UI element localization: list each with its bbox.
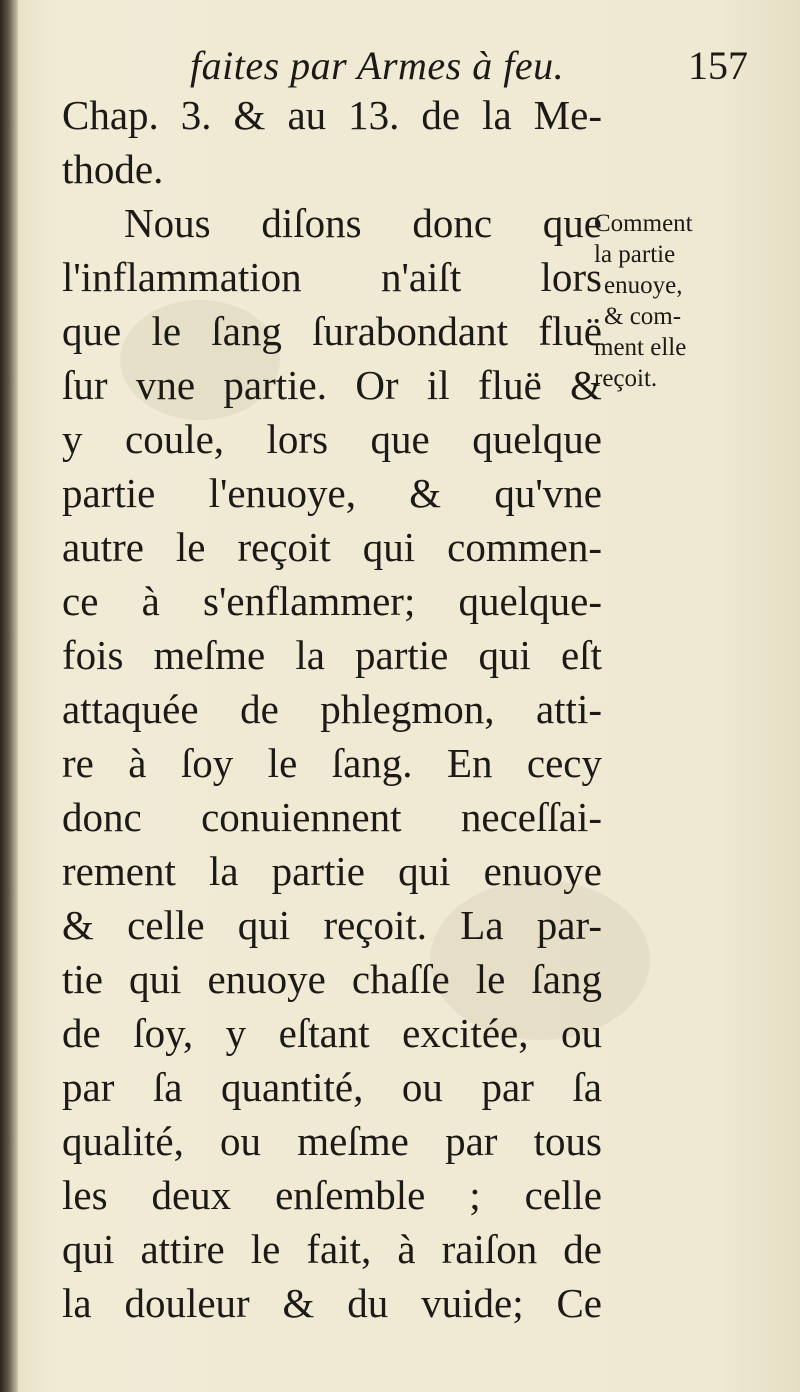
text-line: & celle qui reçoit. La par- <box>62 902 602 948</box>
text-line: re à ſoy le ſang. En cecy <box>62 740 602 786</box>
text-line: de ſoy, y eſtant excitée, ou <box>62 1010 602 1056</box>
running-head-title: faites par Armes à feu. <box>190 43 565 88</box>
margin-note-line: enuoye, <box>604 272 683 299</box>
margin-note-line: & com- <box>604 303 682 330</box>
page-number: 157 <box>688 43 748 88</box>
body-text <box>62 88 602 1330</box>
text-line: donc conuiennent neceſſai- <box>62 794 602 840</box>
margin-note-line: reçoit. <box>594 365 658 392</box>
margin-note-line: la partie <box>594 241 676 268</box>
text-line: ſur vne partie. Or il fluë & <box>62 362 602 408</box>
text-line: tie qui enuoye chaſſe le ſang <box>62 956 602 1002</box>
text-line: Chap. 3. & au 13. de la Me- <box>62 92 602 138</box>
text-line: la douleur & du vuide; Ce <box>62 1280 602 1326</box>
text-line: qualité, ou meſme par tous <box>62 1118 602 1164</box>
text-line: qui attire le fait, à raiſon de <box>62 1226 602 1272</box>
text-line: l'inflammation n'aiſt lors <box>62 254 602 300</box>
text-line: par ſa quantité, ou par ſa <box>62 1064 602 1110</box>
text-line: autre le reçoit qui commen- <box>62 524 602 570</box>
text-line: thode. <box>62 146 164 192</box>
page-binding-edge <box>0 0 18 1392</box>
text-line: Nous diſons donc que <box>124 200 602 246</box>
running-head <box>190 38 770 94</box>
margin-note-line: Comment <box>594 210 693 237</box>
text-line: partie l'enuoye, & qu'vne <box>62 470 602 516</box>
text-line: les deux enſemble ; celle <box>62 1172 602 1218</box>
text-line: rement la partie qui enuoye <box>62 848 602 894</box>
text-line: que le ſang ſurabondant fluë <box>62 308 602 354</box>
text-line: fois meſme la partie qui eſt <box>62 632 602 678</box>
margin-note <box>594 208 712 394</box>
text-line: ce à s'enflammer; quelque- <box>62 578 602 624</box>
text-line: attaquée de phlegmon, atti- <box>62 686 602 732</box>
margin-note-line: ment elle <box>594 334 687 361</box>
text-line: y coule, lors que quelque <box>62 416 602 462</box>
